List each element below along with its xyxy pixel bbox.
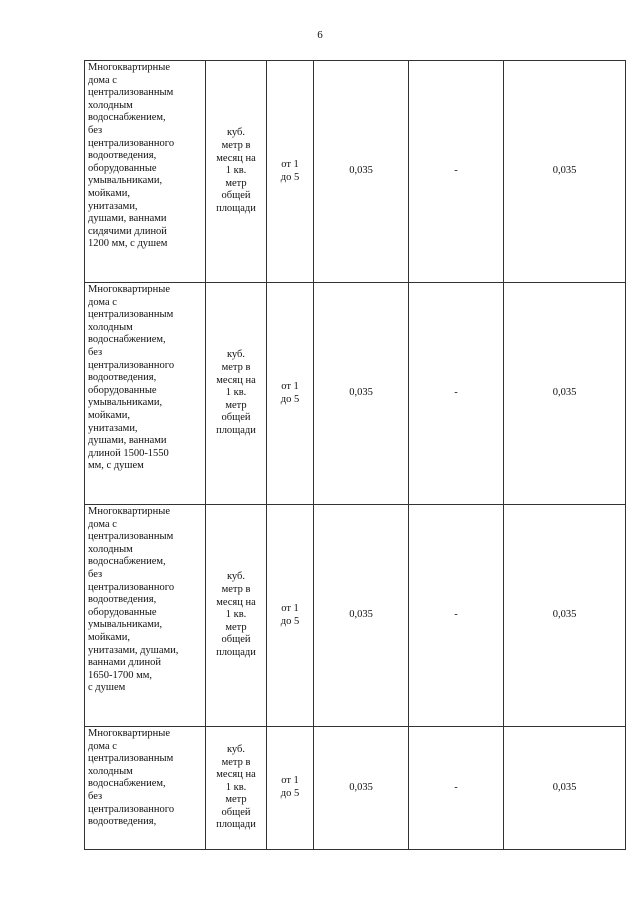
unit-cell: куб. метр в месяц на 1 кв. метр общей площади bbox=[206, 283, 267, 505]
total-value-cell: 0,035 bbox=[504, 505, 626, 727]
page-number: 6 bbox=[317, 29, 323, 41]
housing-description: Многоквартирные дома с централизованным холодным водоснабжением, без централизованного водоотведения, оборудованные умывальниками, мойками, унитазами, душами, ваннами сидячими длиной 1200 мм, с душем bbox=[85, 61, 206, 283]
floors-range-cell: от 1 до 5 bbox=[267, 505, 314, 727]
norm-value-cell: 0,035 bbox=[314, 283, 409, 505]
norm-value-cell: 0,035 bbox=[314, 505, 409, 727]
total-value-cell: 0,035 bbox=[504, 727, 626, 850]
housing-description: Многоквартирные дома с централизованным холодным водоснабжением, без централизованного водоотведения, оборудованные умывальниками, мойками, унитазами, душами, ваннами длиной 1650-1700 мм, с душем bbox=[85, 505, 206, 727]
floors-range-cell: от 1 до 5 bbox=[267, 283, 314, 505]
norm-value-cell: 0,035 bbox=[314, 61, 409, 283]
housing-description: Многоквартирные дома с централизованным холодным водоснабжением, без централизованного водоотведения, bbox=[85, 727, 206, 850]
table-row bbox=[85, 505, 626, 727]
table-row bbox=[85, 283, 626, 505]
total-value-cell: 0,035 bbox=[504, 283, 626, 505]
norm-value-cell: 0,035 bbox=[314, 727, 409, 850]
total-value-cell: 0,035 bbox=[504, 61, 626, 283]
unit-cell: куб. метр в месяц на 1 кв. метр общей площади bbox=[206, 727, 267, 850]
dash-cell: - bbox=[409, 61, 504, 283]
dash-cell: - bbox=[409, 505, 504, 727]
floors-range-cell: от 1 до 5 bbox=[267, 61, 314, 283]
floors-range-cell: от 1 до 5 bbox=[267, 727, 314, 850]
norms-table bbox=[84, 60, 626, 850]
unit-cell: куб. метр в месяц на 1 кв. метр общей площади bbox=[206, 505, 267, 727]
table-row bbox=[85, 61, 626, 283]
dash-cell: - bbox=[409, 727, 504, 850]
dash-cell: - bbox=[409, 283, 504, 505]
unit-cell: куб. метр в месяц на 1 кв. метр общей площади bbox=[206, 61, 267, 283]
housing-description: Многоквартирные дома с централизованным холодным водоснабжением, без централизованного водоотведения, оборудованные умывальниками, мойками, унитазами, душами, ваннами длиной 1500-1550 мм, с душем bbox=[85, 283, 206, 505]
table-row bbox=[85, 727, 626, 850]
